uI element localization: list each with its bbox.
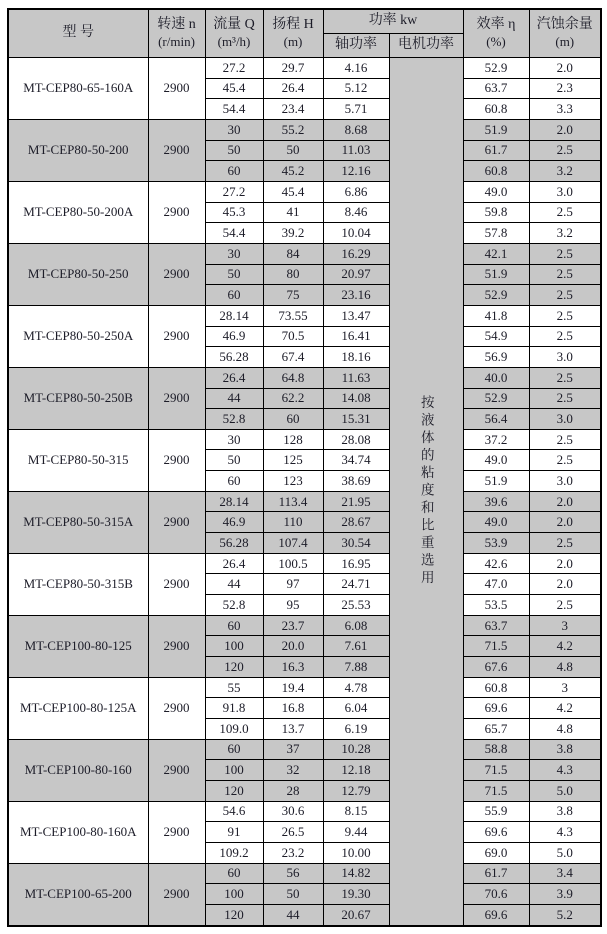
npsh-cell: 5.2 (529, 904, 601, 926)
npsh-cell: 2.5 (529, 450, 601, 471)
npsh-cell: 2.5 (529, 367, 601, 388)
efficiency-cell: 49.0 (463, 181, 529, 202)
flow-cell: 60 (205, 739, 263, 760)
model-cell: MT-CEP100-80-160 (8, 739, 148, 801)
head-cell: 95 (263, 595, 323, 616)
npsh-cell: 2.5 (529, 140, 601, 161)
efficiency-cell: 57.8 (463, 223, 529, 244)
npsh-cell: 2.0 (529, 119, 601, 140)
shaft-power-cell: 4.16 (323, 58, 389, 79)
speed-cell: 2900 (148, 677, 205, 739)
npsh-cell: 2.0 (529, 574, 601, 595)
head-cell: 45.4 (263, 181, 323, 202)
head-cell: 37 (263, 739, 323, 760)
shaft-power-cell: 23.16 (323, 285, 389, 306)
efficiency-cell: 37.2 (463, 429, 529, 450)
efficiency-cell: 67.6 (463, 657, 529, 678)
efficiency-cell: 60.8 (463, 677, 529, 698)
flow-cell: 60 (205, 863, 263, 884)
npsh-cell: 2.5 (529, 388, 601, 409)
efficiency-cell: 60.8 (463, 161, 529, 182)
npsh-cell: 3.0 (529, 181, 601, 202)
header-flow-unit: (m³/h) (217, 34, 251, 50)
efficiency-cell: 49.0 (463, 450, 529, 471)
shaft-power-cell: 34.74 (323, 450, 389, 471)
flow-cell: 120 (205, 780, 263, 801)
flow-cell: 52.8 (205, 595, 263, 616)
npsh-cell: 4.8 (529, 657, 601, 678)
npsh-cell: 4.3 (529, 760, 601, 781)
head-cell: 107.4 (263, 533, 323, 554)
header-speed (148, 9, 205, 58)
table-row (8, 677, 601, 698)
npsh-cell: 4.2 (529, 698, 601, 719)
npsh-cell: 5.0 (529, 842, 601, 863)
model-cell: MT-CEP80-50-315A (8, 491, 148, 553)
flow-cell: 120 (205, 657, 263, 678)
shaft-power-cell: 6.08 (323, 615, 389, 636)
shaft-power-cell: 15.31 (323, 409, 389, 430)
efficiency-cell: 55.9 (463, 801, 529, 822)
table-row (8, 58, 601, 79)
head-cell: 80 (263, 264, 323, 285)
table-row (8, 553, 601, 574)
head-cell: 29.7 (263, 58, 323, 79)
header-flow (205, 9, 263, 58)
efficiency-cell: 39.6 (463, 491, 529, 512)
table-row (8, 615, 601, 636)
efficiency-cell: 69.0 (463, 842, 529, 863)
efficiency-cell: 61.7 (463, 140, 529, 161)
flow-cell: 26.4 (205, 367, 263, 388)
header-head-label: 扬程 H (272, 16, 314, 32)
head-cell: 13.7 (263, 719, 323, 740)
flow-cell: 60 (205, 615, 263, 636)
shaft-power-cell: 13.47 (323, 305, 389, 326)
npsh-cell: 3.2 (529, 223, 601, 244)
efficiency-cell: 40.0 (463, 367, 529, 388)
model-cell: MT-CEP100-80-125A (8, 677, 148, 739)
table-row (8, 243, 601, 264)
flow-cell: 50 (205, 264, 263, 285)
flow-cell: 54.4 (205, 223, 263, 244)
npsh-cell: 2.5 (529, 326, 601, 347)
efficiency-cell: 60.8 (463, 99, 529, 120)
speed-cell: 2900 (148, 243, 205, 305)
speed-cell: 2900 (148, 801, 205, 863)
head-cell: 64.8 (263, 367, 323, 388)
shaft-power-cell: 14.82 (323, 863, 389, 884)
head-cell: 60 (263, 409, 323, 430)
header-head (263, 9, 323, 58)
efficiency-cell: 49.0 (463, 512, 529, 533)
head-cell: 123 (263, 471, 323, 492)
shaft-power-cell: 20.67 (323, 904, 389, 926)
npsh-cell: 3.3 (529, 99, 601, 120)
head-cell: 30.6 (263, 801, 323, 822)
header-efficiency-label: 效率 η (476, 16, 516, 32)
header-flow-label: 流量 Q (213, 16, 255, 32)
efficiency-cell: 42.6 (463, 553, 529, 574)
flow-cell: 27.2 (205, 181, 263, 202)
efficiency-cell: 63.7 (463, 615, 529, 636)
efficiency-cell: 59.8 (463, 202, 529, 223)
flow-cell: 60 (205, 161, 263, 182)
npsh-cell: 3.4 (529, 863, 601, 884)
head-cell: 113.4 (263, 491, 323, 512)
head-cell: 67.4 (263, 347, 323, 368)
efficiency-cell: 51.9 (463, 471, 529, 492)
shaft-power-cell: 6.19 (323, 719, 389, 740)
flow-cell: 46.9 (205, 326, 263, 347)
speed-cell: 2900 (148, 181, 205, 243)
efficiency-cell: 70.6 (463, 884, 529, 905)
pump-spec-table (7, 8, 602, 927)
shaft-power-cell: 16.41 (323, 326, 389, 347)
head-cell: 23.4 (263, 99, 323, 120)
table-body (8, 58, 601, 927)
flow-cell: 54.4 (205, 99, 263, 120)
table-header (8, 9, 601, 58)
head-cell: 19.4 (263, 677, 323, 698)
flow-cell: 50 (205, 450, 263, 471)
npsh-cell: 4.3 (529, 822, 601, 843)
npsh-cell: 2.5 (529, 285, 601, 306)
head-cell: 23.7 (263, 615, 323, 636)
shaft-power-cell: 16.95 (323, 553, 389, 574)
speed-cell: 2900 (148, 58, 205, 120)
flow-cell: 60 (205, 471, 263, 492)
efficiency-cell: 51.9 (463, 119, 529, 140)
efficiency-cell: 51.9 (463, 264, 529, 285)
npsh-cell: 2.5 (529, 533, 601, 554)
efficiency-cell: 71.5 (463, 636, 529, 657)
efficiency-cell: 71.5 (463, 780, 529, 801)
efficiency-cell: 69.6 (463, 822, 529, 843)
speed-cell: 2900 (148, 429, 205, 491)
npsh-cell: 5.0 (529, 780, 601, 801)
head-cell: 20.0 (263, 636, 323, 657)
npsh-cell: 2.3 (529, 78, 601, 99)
model-cell: MT-CEP80-50-315 (8, 429, 148, 491)
speed-cell: 2900 (148, 553, 205, 615)
head-cell: 50 (263, 140, 323, 161)
speed-cell: 2900 (148, 491, 205, 553)
flow-cell: 100 (205, 636, 263, 657)
shaft-power-cell: 12.16 (323, 161, 389, 182)
npsh-cell: 3.8 (529, 801, 601, 822)
speed-cell: 2900 (148, 305, 205, 367)
head-cell: 70.5 (263, 326, 323, 347)
shaft-power-cell: 9.44 (323, 822, 389, 843)
shaft-power-cell: 10.00 (323, 842, 389, 863)
shaft-power-cell: 11.03 (323, 140, 389, 161)
head-cell: 73.55 (263, 305, 323, 326)
head-cell: 56 (263, 863, 323, 884)
header-npsh (529, 9, 601, 58)
header-model (8, 9, 148, 58)
header-efficiency-unit: (%) (486, 34, 506, 50)
head-cell: 32 (263, 760, 323, 781)
head-cell: 62.2 (263, 388, 323, 409)
efficiency-cell: 71.5 (463, 760, 529, 781)
shaft-power-cell: 10.04 (323, 223, 389, 244)
head-cell: 75 (263, 285, 323, 306)
flow-cell: 120 (205, 904, 263, 926)
flow-cell: 44 (205, 388, 263, 409)
flow-cell: 109.2 (205, 842, 263, 863)
flow-cell: 46.9 (205, 512, 263, 533)
head-cell: 41 (263, 202, 323, 223)
speed-cell: 2900 (148, 615, 205, 677)
npsh-cell: 3 (529, 677, 601, 698)
header-npsh-label: 汽蚀余量 (536, 16, 593, 32)
shaft-power-cell: 11.63 (323, 367, 389, 388)
speed-cell: 2900 (148, 119, 205, 181)
head-cell: 26.4 (263, 78, 323, 99)
flow-cell: 45.3 (205, 202, 263, 223)
head-cell: 55.2 (263, 119, 323, 140)
flow-cell: 91 (205, 822, 263, 843)
model-cell: MT-CEP80-65-160A (8, 58, 148, 120)
npsh-cell: 2.5 (529, 243, 601, 264)
efficiency-cell: 52.9 (463, 285, 529, 306)
shaft-power-cell: 8.68 (323, 119, 389, 140)
efficiency-cell: 65.7 (463, 719, 529, 740)
head-cell: 28 (263, 780, 323, 801)
head-cell: 39.2 (263, 223, 323, 244)
table-row (8, 119, 601, 140)
table-row (8, 491, 601, 512)
model-cell: MT-CEP80-50-200 (8, 119, 148, 181)
efficiency-cell: 69.6 (463, 904, 529, 926)
model-cell: MT-CEP80-50-315B (8, 553, 148, 615)
head-cell: 16.8 (263, 698, 323, 719)
shaft-power-cell: 14.08 (323, 388, 389, 409)
shaft-power-cell: 12.79 (323, 780, 389, 801)
shaft-power-cell: 5.71 (323, 99, 389, 120)
header-speed-label: 转速 n (157, 16, 196, 32)
head-cell: 23.2 (263, 842, 323, 863)
npsh-cell: 2.0 (529, 491, 601, 512)
model-cell: MT-CEP80-50-250B (8, 367, 148, 429)
efficiency-cell: 54.9 (463, 326, 529, 347)
flow-cell: 54.6 (205, 801, 263, 822)
efficiency-cell: 61.7 (463, 863, 529, 884)
model-cell: MT-CEP100-80-160A (8, 801, 148, 863)
shaft-power-cell: 6.04 (323, 698, 389, 719)
model-cell: MT-CEP80-50-250 (8, 243, 148, 305)
header-npsh-unit: (m) (555, 34, 575, 50)
flow-cell: 27.2 (205, 58, 263, 79)
npsh-cell: 2.5 (529, 202, 601, 223)
shaft-power-cell: 7.88 (323, 657, 389, 678)
shaft-power-cell: 10.28 (323, 739, 389, 760)
header-speed-unit: (r/min) (158, 34, 195, 50)
shaft-power-cell: 7.61 (323, 636, 389, 657)
shaft-power-cell: 12.18 (323, 760, 389, 781)
table-row (8, 367, 601, 388)
table-row (8, 181, 601, 202)
shaft-power-cell: 18.16 (323, 347, 389, 368)
model-cell: MT-CEP100-80-125 (8, 615, 148, 677)
efficiency-cell: 56.4 (463, 409, 529, 430)
head-cell: 110 (263, 512, 323, 533)
npsh-cell: 4.2 (529, 636, 601, 657)
flow-cell: 28.14 (205, 305, 263, 326)
efficiency-cell: 53.5 (463, 595, 529, 616)
npsh-cell: 3.0 (529, 347, 601, 368)
flow-cell: 91.8 (205, 698, 263, 719)
table-row (8, 863, 601, 884)
shaft-power-cell: 20.97 (323, 264, 389, 285)
efficiency-cell: 53.9 (463, 533, 529, 554)
head-cell: 128 (263, 429, 323, 450)
npsh-cell: 2.0 (529, 512, 601, 533)
head-cell: 84 (263, 243, 323, 264)
shaft-power-cell: 6.86 (323, 181, 389, 202)
head-cell: 97 (263, 574, 323, 595)
npsh-cell: 3.2 (529, 161, 601, 182)
motor-power-note-text: 按液体的粘度和比重选用 (418, 395, 434, 588)
shaft-power-cell: 28.08 (323, 429, 389, 450)
speed-cell: 2900 (148, 739, 205, 801)
efficiency-cell: 47.0 (463, 574, 529, 595)
shaft-power-cell: 19.30 (323, 884, 389, 905)
header-efficiency (463, 9, 529, 58)
shaft-power-cell: 8.15 (323, 801, 389, 822)
flow-cell: 100 (205, 884, 263, 905)
speed-cell: 2900 (148, 367, 205, 429)
npsh-cell: 2.0 (529, 58, 601, 79)
shaft-power-cell: 25.53 (323, 595, 389, 616)
npsh-cell: 2.5 (529, 595, 601, 616)
table-row (8, 429, 601, 450)
efficiency-cell: 63.7 (463, 78, 529, 99)
npsh-cell: 2.0 (529, 553, 601, 574)
flow-cell: 56.28 (205, 533, 263, 554)
shaft-power-cell: 30.54 (323, 533, 389, 554)
npsh-cell: 2.5 (529, 264, 601, 285)
efficiency-cell: 52.9 (463, 58, 529, 79)
npsh-cell: 2.5 (529, 429, 601, 450)
header-power: 功率 kw (323, 9, 463, 34)
shaft-power-cell: 8.46 (323, 202, 389, 223)
flow-cell: 50 (205, 140, 263, 161)
npsh-cell: 3.8 (529, 739, 601, 760)
model-cell: MT-CEP100-65-200 (8, 863, 148, 926)
npsh-cell: 3.0 (529, 471, 601, 492)
header-model-label: 型 号 (62, 25, 94, 41)
motor-power-note-cell (389, 58, 463, 927)
table-row (8, 801, 601, 822)
head-cell: 16.3 (263, 657, 323, 678)
flow-cell: 28.14 (205, 491, 263, 512)
flow-cell: 30 (205, 429, 263, 450)
shaft-power-cell: 4.78 (323, 677, 389, 698)
head-cell: 125 (263, 450, 323, 471)
efficiency-cell: 42.1 (463, 243, 529, 264)
head-cell: 26.5 (263, 822, 323, 843)
shaft-power-cell: 21.95 (323, 491, 389, 512)
efficiency-cell: 69.6 (463, 698, 529, 719)
efficiency-cell: 41.8 (463, 305, 529, 326)
head-cell: 44 (263, 904, 323, 926)
model-cell: MT-CEP80-50-200A (8, 181, 148, 243)
flow-cell: 55 (205, 677, 263, 698)
model-cell: MT-CEP80-50-250A (8, 305, 148, 367)
shaft-power-cell: 5.12 (323, 78, 389, 99)
flow-cell: 30 (205, 243, 263, 264)
table-row (8, 305, 601, 326)
head-cell: 100.5 (263, 553, 323, 574)
flow-cell: 56.28 (205, 347, 263, 368)
efficiency-cell: 52.9 (463, 388, 529, 409)
flow-cell: 52.8 (205, 409, 263, 430)
shaft-power-cell: 16.29 (323, 243, 389, 264)
header-shaft-power: 轴功率 (323, 34, 389, 58)
efficiency-cell: 56.9 (463, 347, 529, 368)
flow-cell: 45.4 (205, 78, 263, 99)
efficiency-cell: 58.8 (463, 739, 529, 760)
npsh-cell: 3.0 (529, 409, 601, 430)
header-motor-power: 电机功率 (389, 34, 463, 58)
flow-cell: 30 (205, 119, 263, 140)
flow-cell: 60 (205, 285, 263, 306)
speed-cell: 2900 (148, 863, 205, 926)
header-head-unit: (m) (283, 34, 303, 50)
npsh-cell: 2.5 (529, 305, 601, 326)
head-cell: 45.2 (263, 161, 323, 182)
head-cell: 50 (263, 884, 323, 905)
shaft-power-cell: 28.67 (323, 512, 389, 533)
table-row (8, 739, 601, 760)
flow-cell: 26.4 (205, 553, 263, 574)
flow-cell: 100 (205, 760, 263, 781)
npsh-cell: 4.8 (529, 719, 601, 740)
flow-cell: 109.0 (205, 719, 263, 740)
shaft-power-cell: 38.69 (323, 471, 389, 492)
npsh-cell: 3 (529, 615, 601, 636)
npsh-cell: 3.9 (529, 884, 601, 905)
shaft-power-cell: 24.71 (323, 574, 389, 595)
flow-cell: 44 (205, 574, 263, 595)
